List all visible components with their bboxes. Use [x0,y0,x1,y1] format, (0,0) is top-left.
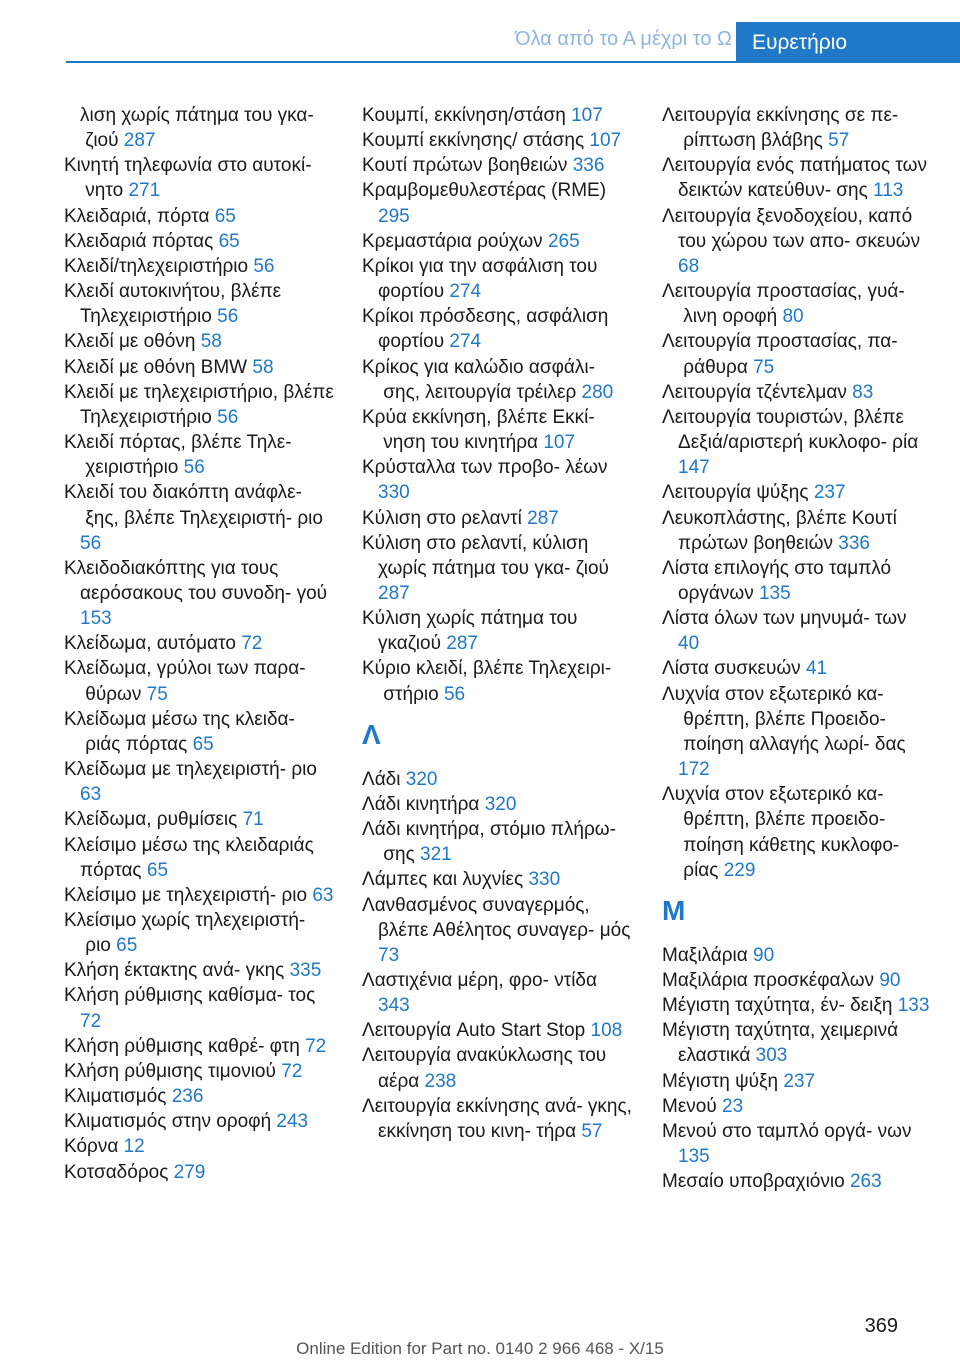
index-entry [362,355,632,405]
index-entry [64,983,334,1033]
index-entry [64,1134,334,1159]
index-entry-text: Κλείδωμα μέσω της κλειδα- ριάς πόρτας [64,708,295,755]
index-entry-text: Κλήση έκτακτης ανά- γκης [64,960,285,982]
index-entry [662,1119,932,1169]
index-entry [362,1094,632,1144]
index-entry [362,178,632,228]
index-entry-text: Κλειδί με οθόνη BMW [64,356,248,378]
page-link[interactable]: 73 [378,944,400,966]
page-link[interactable]: 107 [571,105,603,126]
page-link[interactable]: 238 [424,1070,457,1092]
page-link[interactable]: 236 [171,1086,204,1108]
page-link[interactable]: 287 [446,633,478,655]
page-link[interactable]: 65 [116,935,138,957]
index-entry-text: Κλειδαριά πόρτας [64,230,214,252]
page-link[interactable]: 287 [378,582,410,604]
page-link[interactable]: 287 [527,507,559,529]
page-link[interactable]: 56 [253,255,275,277]
index-entry-text: Κλείδωμα με τηλεχειριστή- ριο [64,759,317,781]
page-link[interactable]: 335 [289,960,322,982]
index-column-2 [362,103,632,1144]
index-entry-text: Λάδι κινητήρα [362,793,480,815]
page-link[interactable]: 90 [753,944,775,966]
index-entry [362,606,632,656]
index-entry-text: Λειτουργία προστασίας, πα- ράθυρα [662,331,898,378]
index-entry-text: Μέγιστη ταχύτητα, χειμερινά ελαστικά [662,1020,899,1067]
page-link[interactable]: 279 [173,1161,206,1183]
page-link[interactable]: 80 [782,306,804,328]
index-entry [362,455,632,505]
index-entry [662,656,932,681]
index-entry-text: Κλήση ρύθμισης καθίσμα- τος [64,985,316,1007]
index-entry-text: Λάδι κινητήρα, στόμιο πλήρω- σης [362,819,616,866]
index-entry [662,279,932,329]
index-entry-text: Λειτουργία εκκίνησης ανά- γκης, εκκίνηση του κινη- τήρα [362,1095,632,1142]
index-entry [362,792,632,817]
page-link[interactable]: 147 [678,457,710,479]
index-entry-text: Κραμβομεθυλεστέρας (RME) [362,180,607,202]
index-entry [64,707,334,757]
index-entry [64,229,334,254]
page-link[interactable]: 287 [123,130,156,152]
index-entry-text: Λειτουργία ανακύκλωσης του αέρα [362,1045,607,1092]
page-link[interactable]: 271 [128,180,161,202]
page-link[interactable]: 65 [218,230,240,252]
index-entry-text: Κλειδί με τηλεχειριστήριο, βλέπε Τηλεχειριστήριο [64,381,334,428]
page-link[interactable]: 65 [214,205,236,227]
index-entry-text: Κλειδοδιακόπτης για τους αερόσακους του συνοδη- γού [64,557,328,604]
index-entry [64,958,334,983]
index-entry-text: Λειτουργία Auto Start Stop [362,1020,586,1042]
index-entry-text: Κρεμαστάρια ρούχων [362,230,543,252]
header-rule [66,61,960,63]
index-entry-text: Κλειδί πόρτας, βλέπε Τηλε- χειριστήριο [64,432,292,479]
index-entry [64,1160,334,1185]
index-entry-text: Μέγιστη ψύξη [662,1070,779,1092]
index-entry [64,279,334,329]
page-link[interactable]: 229 [723,859,756,881]
page-link[interactable]: 72 [80,1010,102,1032]
index-entry-text: Λαστιχένια μέρη, φρο- ντίδα [362,970,597,991]
index-entry [64,631,334,656]
index-entry-text: Κρίκοι πρόσδεσης, ασφάλιση φορτίου [362,306,609,353]
index-entry-text: Κύριο κλειδί, βλέπε Τηλεχειρι- στήριο [362,658,612,705]
page-link[interactable]: 63 [80,784,102,806]
index-entry-text: Κόρνα [64,1136,119,1158]
index-entry-text: Κλιματισμός [64,1086,167,1108]
index-entry-text: Κύλιση χωρίς πάτημα του γκαζιού [362,608,578,655]
page-link[interactable]: 108 [590,1020,623,1042]
index-entry [362,254,632,304]
index-entry-text: Λειτουργία ξενοδοχείου, καπό του χώρου των απο- σκευών [662,205,921,252]
page-link[interactable]: 133 [897,995,930,1017]
index-entry [662,204,932,279]
index-entry [362,893,632,968]
index-entry [64,757,334,807]
index-entry-text: λιση χωρίς πάτημα του γκα- ζιού [80,105,314,152]
index-entry [362,405,632,455]
index-entry-text: Λειτουργία τουριστών, βλέπε Δεξιά/αριστερή κυκλοφο- ρία [662,406,919,454]
index-entry [662,943,932,968]
index-entry-text: Κλειδαριά, πόρτα [64,205,210,227]
page-link[interactable]: 40 [678,633,700,655]
page-link[interactable]: 237 [813,482,846,504]
index-entry-text: Κουτί πρώτων βοηθειών [362,155,568,177]
index-entry [662,1018,932,1068]
index-entry [362,153,632,178]
page-link[interactable]: 153 [80,608,112,630]
page-link[interactable]: 172 [678,759,710,781]
index-entry [64,480,334,555]
page-link[interactable]: 72 [281,1060,303,1082]
page-link[interactable]: 107 [589,130,622,152]
index-entry-text: Κλήση ρύθμισης καθρέ- φτη [64,1035,300,1057]
index-entry-text: Κλειδί/τηλεχειριστήριο [64,255,249,277]
index-entry-text: Κλείσιμο χωρίς τηλεχειριστή- ριο [64,910,306,957]
index-entry-text: Μενού [662,1095,717,1117]
index-entry-text: Κλείδωμα, γρύλοι των παρα- θύρων [64,658,306,705]
index-entry [362,656,632,706]
index-entry [362,128,632,153]
index-entry [362,867,632,892]
page-link[interactable]: 23 [722,1095,744,1117]
index-entry-text: Κλείδωμα, ρυθμίσεις [64,809,238,831]
index-entry [662,556,932,606]
page-link[interactable]: 336 [572,155,605,177]
index-entry-text: Λειτουργία προστασίας, γυά- λινη οροφή [662,281,905,328]
index-entry-text: Κρίκοι για την ασφάλιση του φορτίου [362,255,598,303]
index-entry-text: Κουμπί εκκίνησης/ στάσης [362,130,585,152]
index-entry [64,204,334,229]
page-link[interactable]: 320 [405,768,438,790]
index-entry [662,103,932,153]
page-link[interactable]: 56 [80,532,102,554]
page-link[interactable]: 265 [547,230,580,252]
section-title: Όλα από το Α μέχρι το Ω [515,28,732,50]
index-entry [662,480,932,505]
page-number: 369 [864,1315,898,1337]
index-entry-text: Λάδι [362,768,401,790]
page-link[interactable]: 75 [753,356,775,378]
page-link[interactable]: 280 [581,381,614,403]
index-entry-text: Μέγιστη ταχύτητα, έν- δειξη [662,995,893,1017]
index-entry-text: Κλείσιμο μέσω της κλειδαριάς πόρτας [64,834,314,881]
index-entry-text: Λανθασμένος συναγερμός, βλέπε Αθέλητος συναγερ- μός [362,894,631,941]
index-entry-text: Μαξιλάρια [662,944,748,966]
index-entry [362,531,632,606]
index-entry [64,153,334,203]
index-entry-text: Κλήση ρύθμισης τιμονιού [64,1060,276,1082]
index-entry-text: Κλειδί του διακόπτη ανάφλε- ξης, βλέπε Τηλεχειριστή- ριο [64,482,323,529]
index-entry [64,1109,334,1134]
index-entry-text: Κρύα εκκίνηση, βλέπε Εκκί- νηση του κινητήρα [362,406,595,454]
index-column-3 [662,103,932,1194]
page-link[interactable]: 90 [879,970,901,991]
index-entry-text: Λυχνία στον εξωτερικό κα- θρέπτη, βλέπε Προειδο- ποίηση αλλαγής λωρί- δας [662,683,906,755]
index-entry [64,1059,334,1084]
page-link[interactable]: 63 [312,884,334,906]
index-entry-text: Λάμπες και λυχνίες [362,869,524,891]
index-entry-text: Κλειδί με οθόνη [64,331,196,353]
page-link[interactable]: 57 [828,130,850,152]
page-link[interactable]: 135 [758,582,791,604]
page-link[interactable]: 330 [378,482,410,504]
page-link[interactable]: 56 [183,457,205,479]
index-entry [362,103,632,128]
page-link[interactable]: 56 [443,683,466,705]
page-link[interactable]: 303 [755,1045,788,1067]
page-link[interactable]: 135 [678,1146,710,1168]
index-letter-heading: Μ [662,894,686,926]
index-entry-text: Λειτουργία ψύξης [662,482,809,504]
index-entry-text: Κλειδί αυτοκινήτου, βλέπε Τηλεχειριστήριο [64,281,282,328]
index-entry-text: Κλιματισμός στην οροφή [64,1111,272,1133]
index-entry [362,968,632,1018]
index-entry-text: Λευκοπλάστης, βλέπε Κουτί πρώτων βοηθειών [662,507,897,554]
index-entry [64,103,334,153]
index-entry-text: Λίστα επιλογής στο ταμπλό οργάνων [662,557,892,604]
index-entry [64,380,334,430]
index-entry [662,329,932,379]
index-tab[interactable]: Ευρετήριο [736,22,960,63]
index-entry-text: Λίστα όλων των μηνυμά- των [662,608,907,630]
index-entry [64,1034,334,1059]
index-entry-text: Κοτσαδόρος [64,1161,169,1183]
page-link[interactable]: 113 [873,180,904,202]
index-entry [64,908,334,958]
index-entry [64,254,334,279]
index-entry [662,993,932,1018]
index-entry-text: Λειτουργία τζέντελμαν [662,381,847,403]
page-link[interactable]: 72 [241,633,263,655]
index-entry-text: Κουμπί, εκκίνηση/στάση [362,105,566,126]
index-entry-text: Μενού στο ταμπλό οργά- νων [662,1120,912,1142]
index-entry-text: Κρύσταλλα των προβο- λέων [362,457,608,479]
index-entry [64,656,334,706]
page-link[interactable]: 321 [420,844,452,866]
index-entry-text: Κλείδωμα, αυτόματο [64,633,236,655]
index-entry [662,1094,932,1119]
page-link[interactable]: 56 [217,406,239,428]
page-link[interactable]: 274 [449,331,482,353]
index-entry [64,883,334,908]
index-entry [64,355,334,380]
index-entry-text: Κρίκος για καλώδιο ασφάλι- σης, λειτουργία τρέιλερ [362,356,595,403]
page-link[interactable]: 57 [581,1120,603,1142]
page-link[interactable]: 320 [484,793,517,815]
index-entry [64,807,334,832]
index-entry [362,767,632,792]
index-entry [662,405,932,480]
page-link[interactable]: 330 [528,869,561,891]
page-link[interactable]: 237 [783,1070,816,1092]
index-entry-text: Λυχνία στον εξωτερικό κα- θρέπτη, βλέπε προειδο- ποίηση κάθετης κυκλοφο- ρίας [662,784,900,881]
index-entry [662,1169,932,1194]
index-entry [362,817,632,867]
page-link[interactable]: 12 [123,1136,145,1158]
index-entry [362,229,632,254]
index-entry [362,304,632,354]
page-link[interactable]: 58 [200,331,222,353]
edition-footer: Online Edition for Part no. 0140 2 966 468 - X/15 [296,1339,664,1358]
page-link[interactable]: 72 [305,1035,327,1057]
index-column-1 [64,103,334,1185]
page-link[interactable]: 263 [849,1171,882,1193]
index-entry-text: Κύλιση στο ρελαντί [362,507,522,529]
index-entry-text: Κινητή τηλεφωνία στο αυτοκί- νητο [64,155,312,202]
index-entry [362,1018,632,1043]
index-entry [64,556,334,631]
index-entry-text: Κύλιση στο ρελαντί, κύλιση χωρίς πάτημα του γκα- ζιού [362,532,609,579]
index-entry [662,153,932,203]
page-link[interactable]: 274 [449,281,482,303]
index-entry-text: Λειτουργία εκκίνησης σε πε- ρίπτωση βλάβης [662,105,899,152]
index-letter-heading: Λ [362,718,381,750]
page-link[interactable]: 343 [378,995,410,1017]
page-link[interactable]: 336 [838,532,870,554]
index-entry-text: Κλείσιμο με τηλεχειριστή- ριο [64,884,308,906]
index-entry [662,606,932,656]
page-link[interactable]: 107 [543,432,576,454]
index-entry [662,682,932,783]
index-entry [64,329,334,354]
index-entry-text: Μεσαίο υποβραχιόνιο [662,1171,845,1193]
index-entry [662,968,932,993]
index-entry [662,380,932,405]
index-entry [662,782,932,883]
page-header [0,0,960,62]
index-entry [662,1069,932,1094]
page-link[interactable]: 41 [805,658,828,680]
page-link[interactable]: 295 [378,205,410,227]
page-link[interactable]: 75 [146,683,168,705]
index-entry-text: Μαξιλάρια προσκέφαλων [662,970,875,991]
page-link[interactable]: 56 [217,306,239,328]
index-entry [362,1043,632,1093]
index-entry [662,506,932,556]
index-entry-text: Λειτουργία ενός πατήματος των δεικτών κατεύθυν- σης [662,155,927,202]
page-link[interactable]: 243 [276,1111,309,1133]
index-entry [64,833,334,883]
page-link[interactable]: 65 [192,733,214,755]
page-link[interactable]: 65 [146,859,169,881]
page-link[interactable]: 58 [252,356,274,378]
index-entry [362,506,632,531]
index-entry-text: Λίστα συσκευών [662,658,801,680]
page-link[interactable]: 83 [852,381,874,403]
page-link[interactable]: 68 [678,255,700,277]
page-link[interactable]: 71 [242,809,264,831]
index-entry [64,430,334,480]
index-entry [64,1084,334,1109]
